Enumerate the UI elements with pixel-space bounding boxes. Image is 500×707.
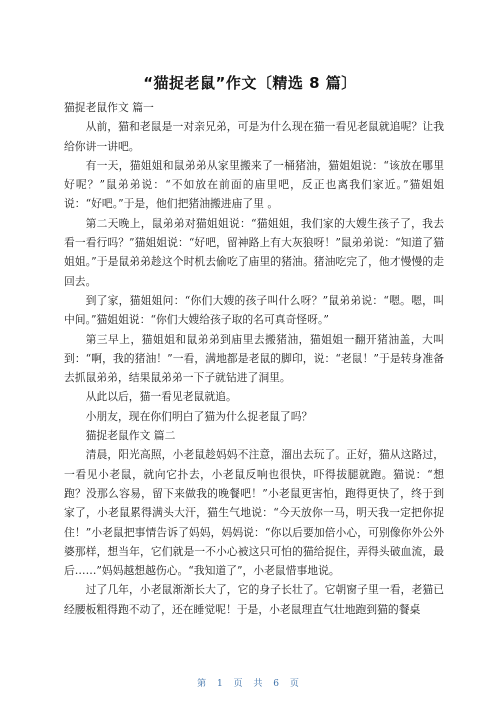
document-body bbox=[64, 98, 444, 619]
section-heading: 猫捉老鼠作文 篇一 bbox=[64, 101, 154, 114]
document-title: “猫捉老鼠”作文〔精选 8 篇〕 bbox=[143, 74, 357, 92]
paragraph: 第三早上，猫姐姐和鼠弟弟到庙里去搬猪油，猫姐姐一翻开猪油盖，大叫到：“啊，我的猪油！”一看，满地都是老鼠的脚印，说：“老鼠！”于是转身准备去抓鼠弟弟，结果鼠弟弟一下子就钻进了洞里。 bbox=[64, 332, 444, 385]
paragraph: 清晨，阳光高照，小老鼠趁妈妈不注意，溜出去玩了。正好，猫从这路过，一看见小老鼠，就向它扑去，小老鼠反响也很快，吓得拔腿就跑。猫说：“想跑？没那么容易，留下来做我的晚餐吧！”小老鼠更害怕，跑得更快了，终于到家了，小老鼠累得满头大汗，猫生气地说：“今天放你一马，明天我一定把你捉住！”小老鼠把事情告诉了妈妈，妈妈说：“你以后要加倍小心，可别像你外公外婆那样，想当年，它们就是一不小心被这只可怕的猫给捉住，弄得头破血流，最后……”妈妈越想越伤心。“我知道了”，小老鼠惜事地说。 bbox=[64, 448, 444, 578]
paragraph: 从前，猫和老鼠是一对亲兄弟，可是为什么现在猫一看见老鼠就追呢？让我给你讲一讲吧。 bbox=[64, 120, 444, 153]
paragraph: 到了家，猫姐姐问：“你们大嫂的孩子叫什么呀？”鼠弟弟说：“嗯。嗯，叫中间。”猫姐姐说：“你们大嫂给孩子取的名可真奇怪呀。” bbox=[64, 293, 444, 327]
paragraph: 过了几年，小老鼠渐渐长大了，它的身子长壮了。它朝窗子里一看，老猫已经腰板粗得跑不动了，还在睡觉呢！于是，小老鼠理直气壮地跑到猫的餐桌 bbox=[64, 583, 444, 616]
paragraph: 小朋友，现在你们明白了猫为什么捉老鼠了吗？ bbox=[85, 409, 313, 423]
page-number-footer: 第 1 页 共 6 页 bbox=[197, 679, 303, 689]
paragraph: 第二天晚上，鼠弟弟对猫姐姐说：“猫姐姐，我们家的大嫂生孩子了，我去看一看行吗？”猫姐姐说：“好吧，留神路上有大灰狼呀！”鼠弟弟说：“知道了猫姐姐。”于是鼠弟弟趁这个时机去偷吃了庙里的猪油。猪油吃完了，他才慢慢的走回去。 bbox=[64, 216, 444, 288]
paragraph: 有一天，猫姐姐和鼠弟弟从家里搬来了一桶猪油，猫姐姐说：“该放在哪里好呢？”鼠弟弟说：“不如放在前面的庙里吧，反正也离我们家近。”猫姐姐说：“好吧。”于是，他们把猪油搬进庙了里 。 bbox=[64, 158, 444, 211]
paragraph: 从此以后，猫一看见老鼠就追。 bbox=[85, 390, 237, 404]
section-heading: 猫捉老鼠作文 篇二 bbox=[85, 429, 176, 443]
